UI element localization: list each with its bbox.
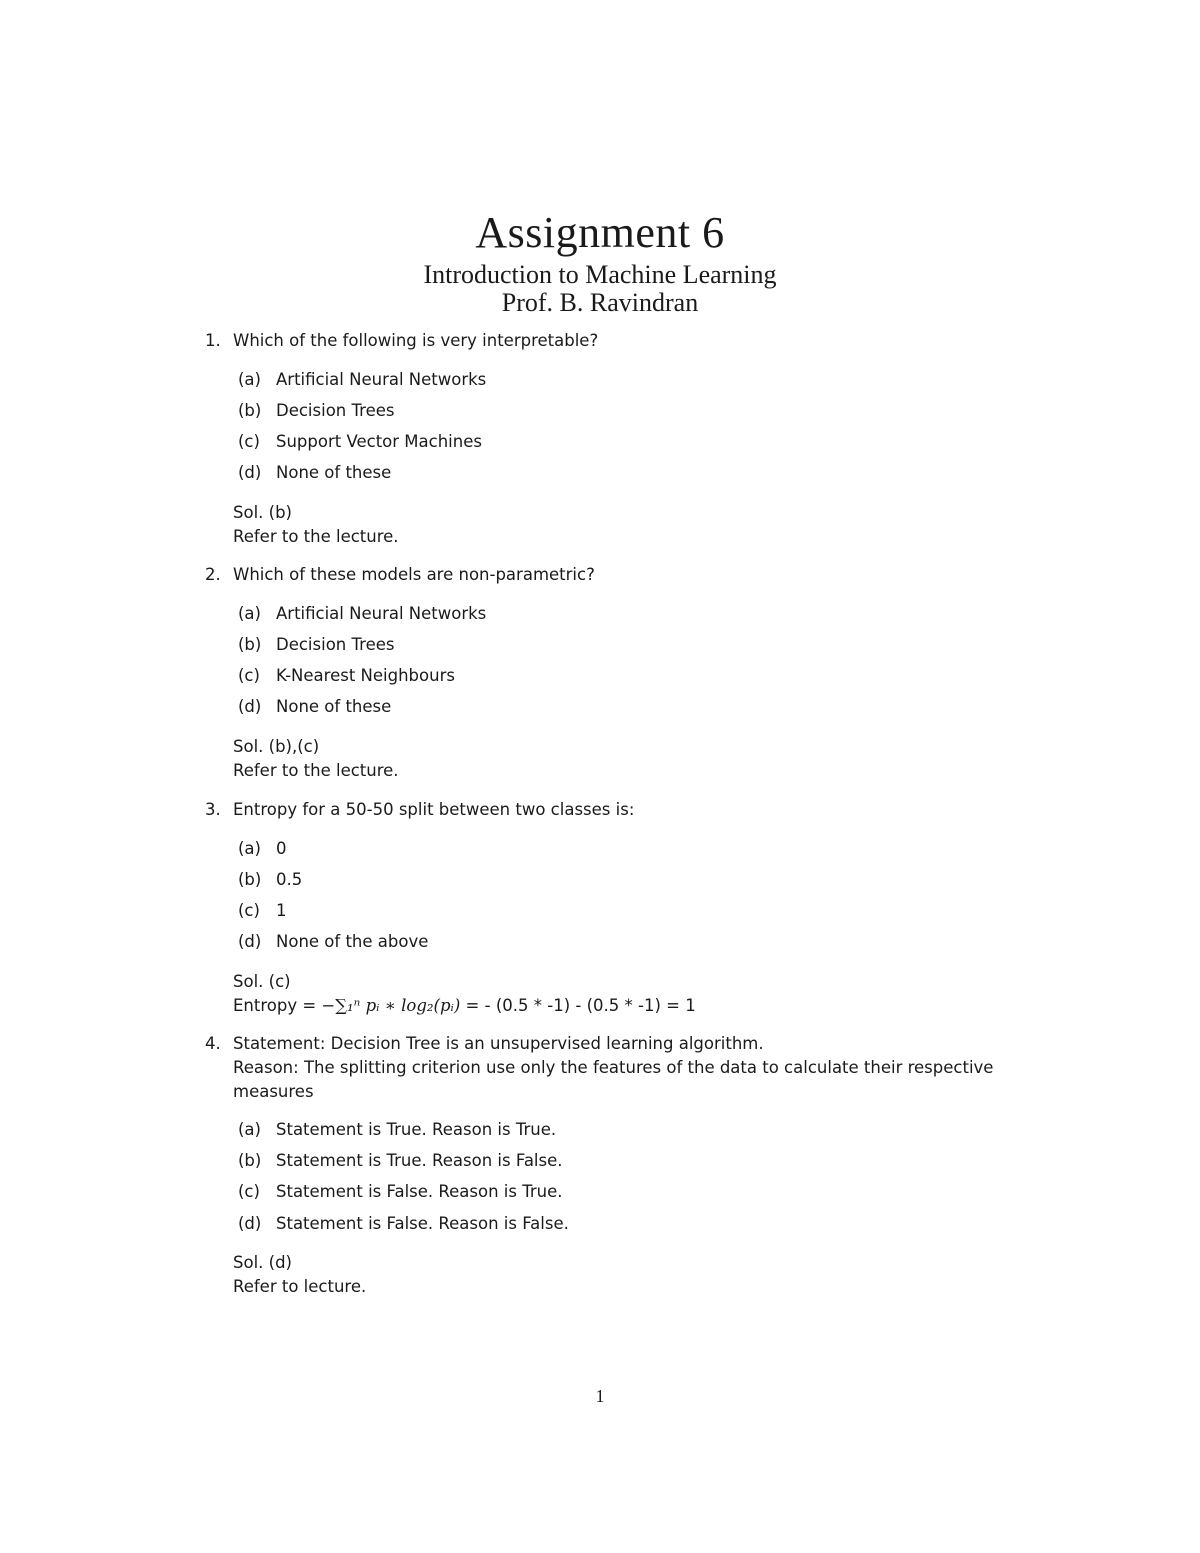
option-label: (c) <box>238 901 260 920</box>
question-text: Which of the following is very interpretable? <box>233 331 599 350</box>
option-label: (a) <box>238 1120 261 1139</box>
question-number: 1. <box>205 331 221 350</box>
option-text: Artificial Neural Networks <box>276 370 487 389</box>
question-number: 3. <box>205 800 221 819</box>
option-text: Statement is True. Reason is True. <box>276 1120 557 1139</box>
option-text: Statement is False. Reason is False. <box>276 1214 569 1233</box>
option-text: None of these <box>276 697 392 716</box>
solution-answer: Sol. (c) <box>233 972 291 991</box>
page-title: Assignment 6 <box>475 208 725 257</box>
question-reason-text-continued: measures <box>233 1082 314 1101</box>
formula-result: = - (0.5 * -1) - (0.5 * -1) = 1 <box>460 996 696 1015</box>
option-text: K-Nearest Neighbours <box>276 666 455 685</box>
question-text: Which of these models are non-parametric? <box>233 565 595 584</box>
question-text: Entropy for a 50-50 split between two classes is: <box>233 800 635 819</box>
option-label: (a) <box>238 604 261 623</box>
page-number: 1 <box>595 1386 605 1406</box>
option-text: Support Vector Machines <box>276 432 482 451</box>
question-number: 4. <box>205 1034 221 1053</box>
option-text: Statement is True. Reason is False. <box>276 1151 563 1170</box>
option-label: (a) <box>238 370 261 389</box>
question-text: Statement: Decision Tree is an unsupervised learning algorithm. <box>233 1034 764 1053</box>
option-label: (b) <box>238 870 262 889</box>
question-reason-text: Reason: The splitting criterion use only the features of the data to calculate their respective <box>233 1058 994 1077</box>
option-text: None of these <box>276 463 392 482</box>
author-name: Prof. B. Ravindran <box>501 288 699 317</box>
option-label: (c) <box>238 666 260 685</box>
option-text: None of the above <box>276 932 429 951</box>
entropy-formula: −∑₁ⁿ pᵢ ∗ log₂(pᵢ) <box>321 996 461 1015</box>
option-text: Artificial Neural Networks <box>276 604 487 623</box>
option-text: Decision Trees <box>276 635 395 654</box>
formula-prefix: Entropy = <box>233 996 322 1015</box>
solution-explanation: Refer to lecture. <box>233 1277 367 1296</box>
option-label: (b) <box>238 401 262 420</box>
option-label: (b) <box>238 635 262 654</box>
option-label: (d) <box>238 463 262 482</box>
title-block <box>0 205 1200 317</box>
option-label: (b) <box>238 1151 262 1170</box>
option-label: (d) <box>238 1214 262 1233</box>
solution-answer: Sol. (b),(c) <box>233 737 320 756</box>
course-subtitle: Introduction to Machine Learning <box>423 260 777 289</box>
option-text: 1 <box>276 901 287 920</box>
solution-explanation: Refer to the lecture. <box>233 761 399 780</box>
solution-formula <box>233 996 696 1015</box>
option-label: (c) <box>238 432 260 451</box>
solution-answer: Sol. (d) <box>233 1253 292 1272</box>
solution-answer: Sol. (b) <box>233 503 292 522</box>
option-text: Statement is False. Reason is True. <box>276 1182 563 1201</box>
option-text: Decision Trees <box>276 401 395 420</box>
question-number: 2. <box>205 565 221 584</box>
option-text: 0 <box>276 839 287 858</box>
option-label: (a) <box>238 839 261 858</box>
option-label: (d) <box>238 697 262 716</box>
solution-explanation: Refer to the lecture. <box>233 527 399 546</box>
option-label: (d) <box>238 932 262 951</box>
option-label: (c) <box>238 1182 260 1201</box>
option-text: 0.5 <box>276 870 303 889</box>
